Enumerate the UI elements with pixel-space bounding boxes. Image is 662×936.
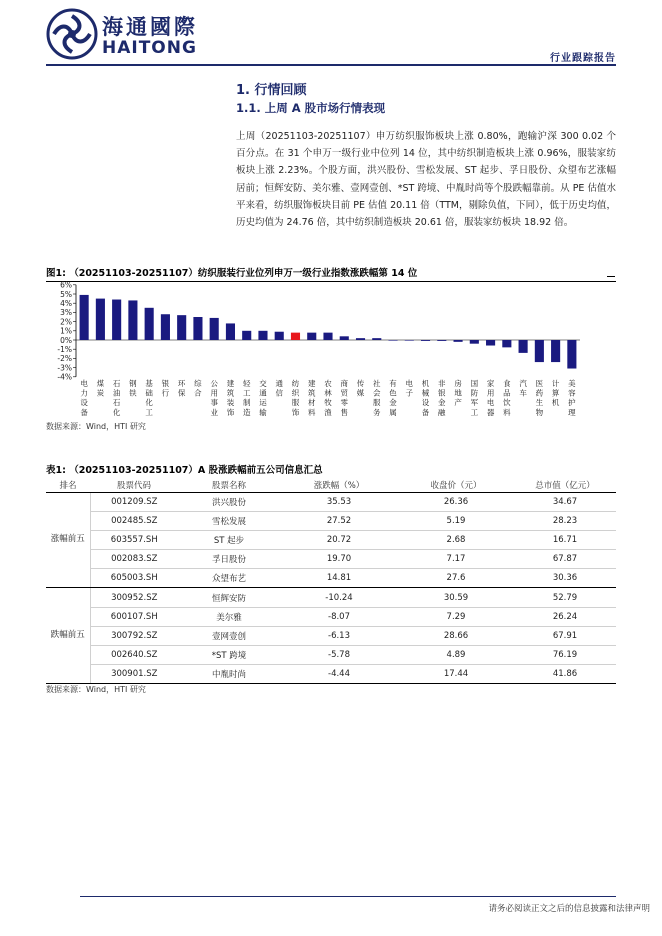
bar-7 xyxy=(193,317,202,340)
logo-chinese-name: 海通國際 xyxy=(102,15,198,39)
cell-stock-code: 002083.SZ xyxy=(90,550,178,569)
section-heading: 1. 行情回顾 xyxy=(236,83,307,98)
cell-close-price: 7.29 xyxy=(398,607,514,626)
bar-15 xyxy=(323,333,332,340)
y-tick-label: 0% xyxy=(60,335,72,345)
cell-market-cap: 41.86 xyxy=(514,665,616,684)
cell-market-cap: 67.87 xyxy=(514,550,616,569)
x-category-label: 通信 xyxy=(275,379,283,398)
x-category-label: 机械设备 xyxy=(421,379,430,417)
cell-change-pct: -6.13 xyxy=(280,626,398,645)
cell-stock-code: 300901.SZ xyxy=(90,665,178,684)
bar-2 xyxy=(112,300,121,340)
table-row xyxy=(46,511,616,530)
bar-9 xyxy=(226,323,235,340)
cell-close-price: 30.59 xyxy=(398,588,514,607)
document-type-label: 行业跟踪报告 xyxy=(550,53,616,64)
bar-14 xyxy=(307,333,316,340)
x-category-label: 医药生物 xyxy=(535,379,544,417)
x-category-label: 建筑材料 xyxy=(307,379,316,417)
cell-market-cap: 16.71 xyxy=(514,530,616,549)
cell-stock-code: 300952.SZ xyxy=(90,588,178,607)
x-category-label: 食品饮料 xyxy=(503,379,511,417)
bar-4 xyxy=(145,308,154,340)
cell-close-price: 5.19 xyxy=(398,511,514,530)
cell-market-cap: 52.79 xyxy=(514,588,616,607)
bar-24 xyxy=(470,340,479,344)
table-row xyxy=(46,607,616,626)
cell-stock-code: 002640.SZ xyxy=(90,646,178,665)
y-tick-label: 4% xyxy=(60,299,72,308)
y-tick-label: 1% xyxy=(60,326,72,336)
bar-1 xyxy=(96,299,105,340)
x-category-label: 环保 xyxy=(177,379,186,398)
bar-25 xyxy=(486,340,495,346)
x-category-label: 钢铁 xyxy=(129,379,137,398)
x-category-label: 石油石化 xyxy=(112,379,121,417)
cell-change-pct: 35.53 xyxy=(280,492,398,511)
bar-5 xyxy=(161,314,170,340)
bar-29 xyxy=(551,340,560,362)
bar-11 xyxy=(258,331,267,340)
subsection-heading: 1.1. 上周 A 股市场行情表现 xyxy=(236,101,386,115)
x-category-label: 综合 xyxy=(194,379,202,398)
y-tick-label: 6% xyxy=(60,281,72,290)
table-source-note: 数据来源：Wind，HTI 研究 xyxy=(46,685,146,694)
bar-20 xyxy=(405,340,414,341)
x-category-label: 社会服务 xyxy=(373,379,381,417)
footer-disclaimer: 请务必阅读正文之后的信息披露和法律声明 xyxy=(488,904,650,914)
bar-27 xyxy=(519,340,528,353)
cell-market-cap: 26.24 xyxy=(514,607,616,626)
cell-change-pct: 27.52 xyxy=(280,511,398,530)
cell-stock-name: 中胤时尚 xyxy=(178,665,280,684)
cell-stock-code: 600107.SH xyxy=(90,607,178,626)
table-row xyxy=(46,626,616,645)
table-row xyxy=(46,530,616,549)
header-stock-code: 股票代码 xyxy=(90,478,178,492)
y-tick-label: -2% xyxy=(57,354,72,364)
x-category-label: 建筑装饰 xyxy=(226,379,235,417)
cell-close-price: 26.36 xyxy=(398,492,514,511)
y-tick-label: -4% xyxy=(57,372,72,382)
table-header-row xyxy=(46,478,616,492)
x-category-label: 传媒 xyxy=(356,379,365,398)
x-category-label: 非银金融 xyxy=(438,379,446,417)
x-category-label: 房地产 xyxy=(454,379,462,408)
cell-stock-code: 300792.SZ xyxy=(90,626,178,645)
bar-8 xyxy=(210,318,219,340)
cell-change-pct: 14.81 xyxy=(280,569,398,588)
x-category-label: 美容护理 xyxy=(568,379,576,417)
cell-stock-code: 603557.SH xyxy=(90,530,178,549)
cell-change-pct: -4.44 xyxy=(280,665,398,684)
figure-title-marker xyxy=(607,276,615,277)
figure-title: 图1: （20251103-20251107）纺织服装行业位列申万一级行业指数涨跌幅第 14 位 xyxy=(46,268,418,279)
y-tick-label: 2% xyxy=(60,317,72,327)
cell-close-price: 17.44 xyxy=(398,665,514,684)
x-category-label: 交通运输 xyxy=(259,379,267,417)
header-rank: 排名 xyxy=(46,478,90,492)
cell-close-price: 28.66 xyxy=(398,626,514,645)
table-row xyxy=(46,588,616,607)
table-row xyxy=(46,492,616,511)
table-row xyxy=(46,550,616,569)
cell-close-price: 27.6 xyxy=(398,569,514,588)
cell-close-price: 2.68 xyxy=(398,530,514,549)
x-category-label: 汽车 xyxy=(519,379,527,398)
header-change-pct: 涨跌幅（%） xyxy=(280,478,398,492)
cell-market-cap: 28.23 xyxy=(514,511,616,530)
cell-stock-name: 壹网壹创 xyxy=(178,626,280,645)
bar-13 xyxy=(291,333,300,340)
bar-30 xyxy=(567,340,576,369)
logo-english-name: HAITONG xyxy=(102,38,197,58)
top-movers-table xyxy=(46,478,616,684)
cell-market-cap: 34.67 xyxy=(514,492,616,511)
cell-stock-name: 恒辉安防 xyxy=(178,588,280,607)
table-title: 表1: （20251103-20251107）A 股涨跌幅前五公司信息汇总 xyxy=(46,465,323,476)
table-row xyxy=(46,646,616,665)
x-category-label: 煤炭 xyxy=(96,379,105,398)
bar-3 xyxy=(128,300,137,340)
y-tick-label: -3% xyxy=(57,363,72,373)
header-divider xyxy=(46,64,616,66)
x-category-label: 轻工制造 xyxy=(242,379,251,417)
header-close-price: 收盘价（元） xyxy=(398,478,514,492)
cell-close-price: 7.17 xyxy=(398,550,514,569)
bar-19 xyxy=(388,340,397,341)
bar-10 xyxy=(242,331,251,340)
industry-return-bar-chart xyxy=(46,281,616,421)
x-category-label: 商贸零售 xyxy=(340,379,349,417)
bar-17 xyxy=(356,338,365,340)
cell-stock-name: *ST 跨境 xyxy=(178,646,280,665)
cell-stock-name: 孚日股份 xyxy=(178,550,280,569)
company-logo xyxy=(46,8,206,60)
cell-market-cap: 76.19 xyxy=(514,646,616,665)
figure-source-note: 数据来源：Wind，HTI 研究 xyxy=(46,422,146,431)
table-row xyxy=(46,665,616,684)
cell-stock-name: 美尔雅 xyxy=(178,607,280,626)
cell-change-pct: -5.78 xyxy=(280,646,398,665)
bar-28 xyxy=(535,340,544,362)
cell-change-pct: -10.24 xyxy=(280,588,398,607)
cell-stock-name: 洪兴股份 xyxy=(178,492,280,511)
cell-stock-code: 002485.SZ xyxy=(90,511,178,530)
x-category-label: 有色金属 xyxy=(389,379,397,417)
bar-6 xyxy=(177,315,186,340)
cell-change-pct: 19.70 xyxy=(280,550,398,569)
x-category-label: 公用事业 xyxy=(210,379,218,417)
group-label: 涨幅前五 xyxy=(46,492,90,588)
bar-23 xyxy=(454,340,463,342)
bar-18 xyxy=(372,338,381,340)
header-market-cap: 总市值（亿元） xyxy=(514,478,616,492)
x-category-label: 农林牧渔 xyxy=(324,379,332,417)
x-category-label: 计算机 xyxy=(551,379,560,408)
table-row xyxy=(46,569,616,588)
bar-22 xyxy=(437,340,446,341)
cell-close-price: 4.89 xyxy=(398,646,514,665)
bar-12 xyxy=(275,332,284,340)
x-category-label: 基础化工 xyxy=(145,379,153,417)
y-tick-label: 3% xyxy=(60,308,72,318)
cell-stock-code: 001209.SZ xyxy=(90,492,178,511)
x-category-label: 电力设备 xyxy=(80,379,88,417)
group-label: 跌幅前五 xyxy=(46,588,90,684)
header-stock-name: 股票名称 xyxy=(178,478,280,492)
cell-market-cap: 67.91 xyxy=(514,626,616,645)
bar-16 xyxy=(340,336,349,340)
x-category-label: 国防军工 xyxy=(470,379,479,417)
cell-stock-name: ST 起步 xyxy=(178,530,280,549)
x-category-label: 电子 xyxy=(405,379,414,398)
x-category-label: 银行 xyxy=(161,379,170,398)
cell-stock-name: 雪松发展 xyxy=(178,511,280,530)
bar-26 xyxy=(502,340,511,347)
y-tick-label: 5% xyxy=(60,289,72,299)
haitong-logo-icon xyxy=(46,8,98,60)
footer-divider xyxy=(80,896,616,897)
x-category-label: 家用电器 xyxy=(486,379,495,417)
market-review-paragraph: 上周（20251103-20251107）申万纺织服饰板块上涨 0.80%，跑输沪深 300 0.02 个百分点。在 31 个申万一级行业中位列 14 位，其中纺织制造板块上涨 0.96%，服装家纺板块上涨 2.23%。个股方面，洪兴股份、雪松发展、ST 起步、孚日股份、众望布艺涨幅居前；恒辉安防、美尔雅、壹网壹创、*ST 跨境、中胤时尚等个股跌幅靠前。从 PE 估值水平来看，纺织服饰板块目前 PE 估值 20.11 倍（TTM，剔除负值，下同），低于历史均值，历史均值为 24.76 倍，其中纺织制造板块 20.61 倍，服装家纺板块 18.92 倍。 xyxy=(236,131,616,229)
cell-change-pct: 20.72 xyxy=(280,530,398,549)
cell-stock-code: 605003.SH xyxy=(90,569,178,588)
y-tick-label: -1% xyxy=(57,345,72,354)
bar-0 xyxy=(80,295,89,340)
cell-stock-name: 众望布艺 xyxy=(178,569,280,588)
cell-change-pct: -8.07 xyxy=(280,607,398,626)
x-category-label: 纺织服饰 xyxy=(291,379,300,417)
cell-market-cap: 30.36 xyxy=(514,569,616,588)
bar-21 xyxy=(421,340,430,341)
